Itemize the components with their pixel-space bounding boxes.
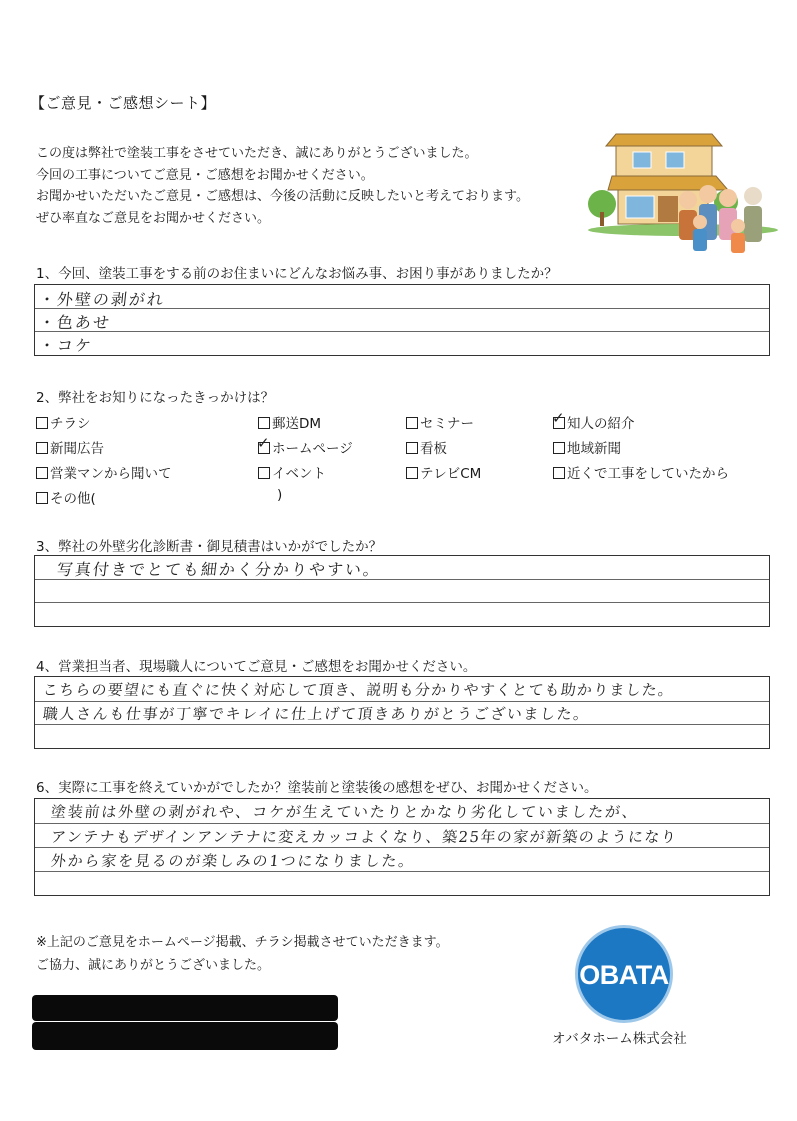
intro-line: お聞かせいただいたご意見・ご感想は、今後の活動に反映したいと考えております。 xyxy=(36,189,529,204)
checkbox[interactable] xyxy=(406,417,418,429)
question-4-label: 4、営業担当者、現場職人についてご意見・ご感想をお聞かせください。 xyxy=(36,659,477,675)
question-3-answer-box xyxy=(34,555,770,627)
handwritten-answer: 職人さんも仕事が丁寧でキレイに仕上げて頂きありがとうございました。 xyxy=(42,705,591,723)
checkbox[interactable] xyxy=(36,467,48,479)
redacted-block xyxy=(32,995,338,1021)
option-other[interactable]: その他( xyxy=(36,487,96,507)
sheet-title: 【ご意見・ご感想シート】 xyxy=(30,94,217,112)
question-1-answer-box xyxy=(34,284,770,356)
option-signboard[interactable]: 看板 xyxy=(406,437,447,457)
question-4-answer-box xyxy=(34,676,770,749)
handwritten-answer: 写真付きでとても細かく分かりやすい。 xyxy=(55,560,382,579)
checkbox[interactable] xyxy=(406,442,418,454)
checkbox[interactable] xyxy=(406,467,418,479)
checkbox-checked[interactable] xyxy=(552,409,565,429)
handwritten-answer: 外から家を見るのが楽しみの1つになりました。 xyxy=(50,852,417,870)
option-acquaintance[interactable]: ✓ 知人の紹介 xyxy=(552,409,635,432)
option-newspaper-ad[interactable]: 新聞広告 xyxy=(36,437,104,457)
handwritten-answer: ・コケ xyxy=(37,336,94,355)
intro-line: この度は弊社で塗装工事をさせていただき、誠にありがとうございました。 xyxy=(36,146,478,161)
checkbox[interactable] xyxy=(36,492,48,504)
checkbox[interactable] xyxy=(36,442,48,454)
company-name: オバタホーム株式会社 xyxy=(552,1031,687,1047)
house-family-illustration xyxy=(588,132,778,260)
option-homepage[interactable]: ✓ ホームページ xyxy=(257,434,353,457)
other-close-paren: ) xyxy=(277,487,283,503)
option-seminar[interactable]: セミナー xyxy=(406,412,474,432)
question-6-label: 6、実際に工事を終えていかがでしたか？塗装前と塗装後の感想をぜひ、お聞かせください。 xyxy=(36,780,598,796)
handwritten-answer: こちらの要望にも直ぐに快く対応して頂き、説明も分かりやすくとても助かりました。 xyxy=(42,681,676,699)
checkbox[interactable] xyxy=(258,417,270,429)
question-2-label: 2、弊社をお知りになったきっかけは？ xyxy=(36,390,275,406)
checkbox[interactable] xyxy=(258,467,270,479)
footer-note xyxy=(36,931,449,977)
intro-line: 今回の工事についてご意見・ご感想をお聞かせください。 xyxy=(36,167,374,183)
handwritten-answer: 塗装前は外壁の剥がれや、コケが生えていたりとかなり劣化していましたが、 xyxy=(50,803,640,821)
logo-text: OBATA xyxy=(579,960,669,990)
handwritten-answer: ・外壁の剥がれ xyxy=(37,290,166,309)
checkbox[interactable] xyxy=(36,417,48,429)
footer-line: ※上記のご意見をホームページ掲載、チラシ掲載させていただきます。 xyxy=(36,935,449,950)
redacted-block xyxy=(32,1022,338,1050)
question-3-label: 3、弊社の外壁劣化診断書・御見積書はいかがでしたか？ xyxy=(36,539,383,555)
question-1-label: 1、今回、塗装工事をする前のお住まいにどんなお悩み事、お困り事がありましたか？ xyxy=(36,266,558,282)
check-mark-icon: ✓ xyxy=(552,409,565,427)
check-mark-icon: ✓ xyxy=(257,434,270,452)
option-nearby-work[interactable]: 近くで工事をしていたから xyxy=(553,462,729,482)
option-local-newspaper[interactable]: 地域新聞 xyxy=(553,437,621,457)
obata-logo xyxy=(575,925,673,1023)
intro-text xyxy=(36,143,529,229)
option-direct-mail[interactable]: 郵送DM xyxy=(258,412,321,432)
option-event[interactable]: イベント xyxy=(258,462,326,482)
question-6-answer-box xyxy=(34,798,770,896)
handwritten-answer: ・色あせ xyxy=(37,313,112,332)
checkbox-checked[interactable] xyxy=(257,434,270,454)
option-flyer[interactable]: チラシ xyxy=(36,412,91,432)
footer-line: ご協力、誠にありがとうございました。 xyxy=(36,958,271,973)
handwritten-answer: アンテナもデザインアンテナに変えカッコよくなり、築25年の家が新築のようになり xyxy=(50,828,679,846)
option-salesperson[interactable]: 営業マンから聞いて xyxy=(36,462,172,482)
checkbox[interactable] xyxy=(553,442,565,454)
intro-line: ぜひ率直なご意見をお聞かせください。 xyxy=(36,210,271,226)
option-tv-cm[interactable]: テレビCM xyxy=(406,462,481,482)
checkbox[interactable] xyxy=(553,467,565,479)
